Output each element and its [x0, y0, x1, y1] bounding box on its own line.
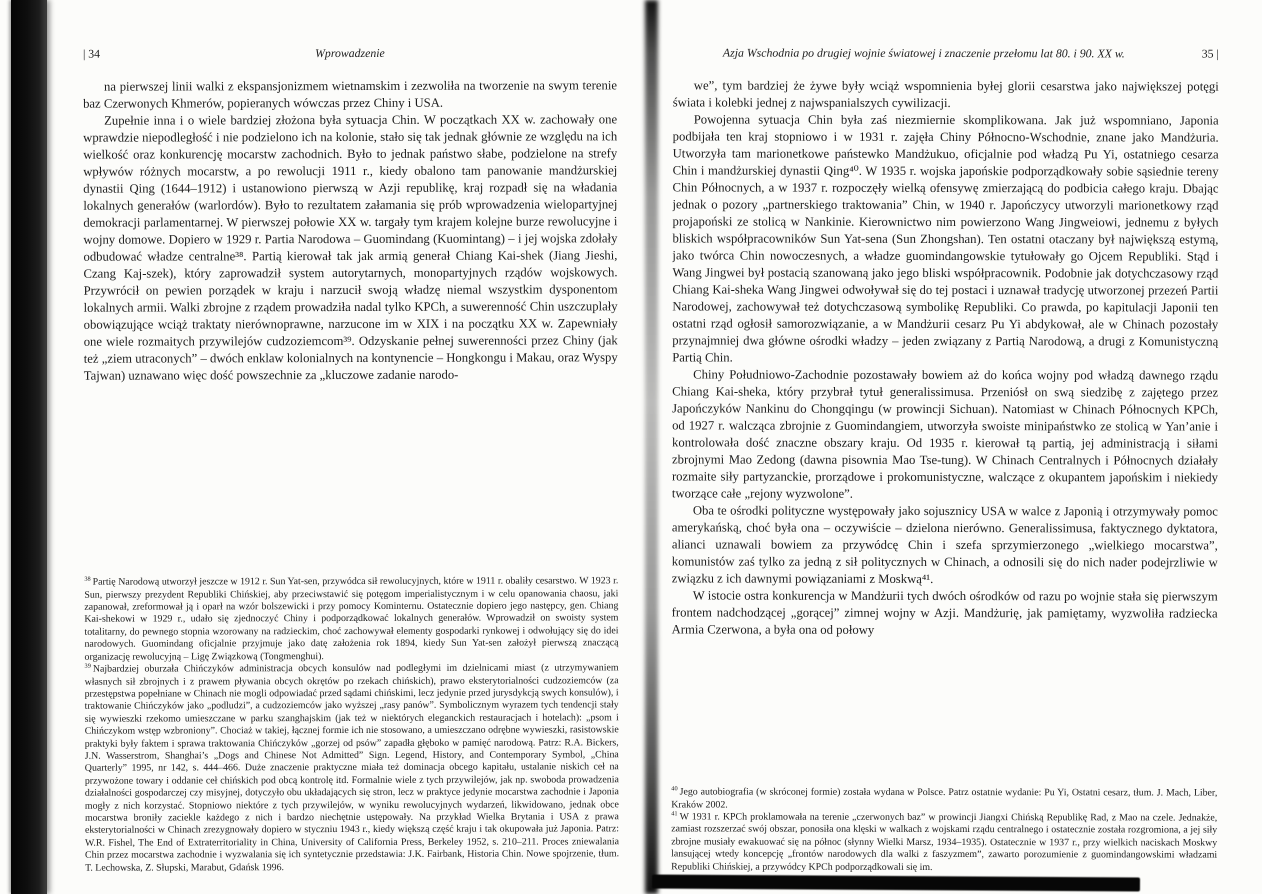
bottom-scan-strip — [652, 875, 1140, 892]
paragraph: we”, tym bardziej że żywe były wciąż wspomnienia byłej glorii cesarstwa jako największej potęgi świata i kolebki jednej z najwspanialszych cywilizacji. — [672, 78, 1219, 111]
right-page-number: 35 | — [1201, 46, 1219, 61]
left-running-title: Wprowadzenie — [315, 45, 385, 61]
footnote-number: 39 — [84, 662, 91, 670]
paragraph: Zupełnie inna i o wiele bardziej złożona była sytuacja Chin. W początkach XX w. zachowały one wprawdzie niepodległość i nie podzielono ich na kolonie, stało się tak jednak głównie ze względu na ich wielkość oraz konkurencję mocarstw zachodnich. Było to jednak państwo słabe, podzielone na strefy wpływów różnych mocarstw, a po rewolucji 1911 r., kiedy obalono tam panowanie mandżurskiej dynastii Qing (1644–1912) i ustanowiono pierwszą w Azji republikę, kraj rozpadł się na władania lokalnych generałów (warlordów). Było to rezultatem załamania się prób wprowadzenia wielopartyjnej demokracji parlamentarnej. W pierwszej połowie XX w. targały tym krajem kolejne burze rewolucyjne i wojny domowe. Dopiero w 1929 r. Partia Narodowa – Guomindang (Kuomintang) – i jej wojska zdołały odbudować władze centralne³⁸. Partią kierował tak jak armią generał Chiang Kai-shek (Jiang Jieshi, Czang Kaj-szek), który zaprowadził system autorytarnych, monopartyjnych rządów wojskowych. Przywrócił on pewien porządek w kraju i narzucił swoją władzę niemal wszystkim dysponentom lokalnych armii. Walki zbrojne z rządem prowadziła nadal tylko KPCh, a suwerenność Chin uszczuplały obowiązujące wciąż traktaty nierównoprawne, narzucone im w XIX i na początku XX w. Zapewniały one wiele rozmaitych przywilejów cudzoziemcom³⁹. Odzyskanie pełnej suwerenności przez Chiny (jak też „ziem utraconych” – dwóch enklaw kolonialnych na kontynencie – Hongkongu i Makau, oraz Wyspy Tajwan) uznawano więc dość powszechnie za „kluczowe zadanie narodo- — [83, 112, 618, 383]
footnote-number: 40 — [671, 785, 678, 793]
footnote — [84, 576, 618, 664]
footnote-text: Partię Narodową utworzył jeszcze w 1912 r. Sun Yat-sen, przywódca sił rewolucyjnych, które w 1911 r. obaliły cesarstwo. W 1923 r. Sun, pierwszy prezydent Republiki Chińskiej, aby przeciwstawić się potęgom imperialistycznym i w celu opanowania chaosu, jaki zapanował, zreformował ją i oparł na wzór bolszewicki i przy pomocy Kominternu. Ostatecznie dopiero jego następcy, gen. Chiang Kai-shekowi w 1929 r., udało się zjednoczyć Chiny i podporządkować lokalnych generałów. Wprowadził on swoisty system totalitarny, do pewnego stopnia wzorowany na radzieckim, choć zachowywał elementy gospodarki rynkowej i odwołujący się do idei narodowych. Guomindang oficjalnie przyjmuje jako datę założenia rok 1894, kiedy Sun Yat-sen założył pierwszą znaczącą organizację rewolucyjną – Ligę Związkową (Tongmenghui). — [84, 575, 619, 663]
gutter-shadow — [645, 0, 658, 894]
paragraph: W istocie ostra konkurencja w Mandżurii tych dwóch ośrodków od razu po wojnie stała się pierwszym frontem nadchodzącej „gorącej” zimnej wojny w Azji. Mandżurię, jak pamiętamy, wyzwoliła radziecka Armia Czerwona, a była ona od połowy — [671, 588, 1218, 637]
paragraph: Chiny Południowo-Zachodnie pozostawały bowiem aż do końca wojny pod władzą dawnego rządu Chiang Kai-sheka, który przybrał tytuł generalissimusa. Przeniósł on swą siedzibę z zajętego przez Japończyków Nankinu do Chongqingu (w prowincji Sichuan). Natomiast w Chinach Północnych KPCh, od 1927 r. walcząca zbrojnie z Guomindangiem, utworzyła swoiste minipaństwko ze stolicą w Yan’anie i kontrolowała dość znaczne obszary kraju. Od 1935 r. kierował tą partią, jej administracją i siłami zbrojnymi Mao Zedong (dawna pisownia Mao Tse-tung). W Chinach Centralnych i Północnych działały rozmaite siły partyzanckie, prorządowe i prokomunistyczne, walczące z okupantem japońskim i niekiedy tworzące całe „rejony wyzwolone”. — [671, 367, 1219, 501]
left-page — [83, 45, 619, 874]
right-page — [671, 45, 1219, 874]
paragraph: Oba te ośrodki polityczne występowały jako sojusznicy USA w walce z Japonią i otrzymywały pomoc amerykańską, choć była ona – oczywiście – dzielona nierówno. Generalissimusa, faktycznego dyktatora, alianci uznawali bowiem za przywódcę Chin i szefa sprzymierzonego „wielkiego mocarstwa”, komunistów zaś tylko za jedną z sił politycznych w Chinach, a odnosili się do nich nader podejrzliwie w związku z ich dawnymi powiązaniami z Moskwą⁴¹. — [671, 503, 1218, 586]
left-page-header — [83, 45, 617, 61]
footnote — [85, 662, 620, 874]
right-running-title: Azja Wschodnia po drugiej wojnie światowej i znaczenie przełomu lat 80. i 90. XX w. — [722, 45, 1125, 61]
right-page-footnotes — [671, 779, 1217, 875]
footnote-text: W 1931 r. KPCh proklamowała na terenie „czerwonych baz” w prowincji Jiangxi Chińską Republikę Rad, z Mao na czele. Jednakże, zamiast rozszerzać swój obszar, ponosiła ona klęski w walkach z wojskami rządu centralnego i ostatecznie została rozgromiona, a jej siły zbrojne musiały ewakuować się na północ (słynny Wielki Marsz, 1934–1935). Ostatecznie w 1937 r., przy wielkich naciskach Moskwy lansującej wtedy koncepcję „frontów narodowych dla walki z faszyzmem”, zawarto porozumienie z guomindangowskimi władzami Republiki Chińskiej, a przywódcy KPCh podporządkowali się im. — [671, 811, 1218, 873]
footnote-text: Najbardziej oburzała Chińczyków administracja obcych konsulów nad podległymi im dzielnicami miast (z utrzymywaniem własnych sił zbrojnych i z prawem pływania obcych okrętów po rzekach chińskich), prawo eksterytorialności cudzoziemców (za przestępstwa popełniane w Chinach nie mogli odpowiadać przed sądami chińskimi, lecz jedynie przed jurysdykcją swych konsulów), i traktowanie Chińczyków jako „podludzi”, a cudzoziemców jako wyższej „rasy panów”. Symbolicznym wyrazem tych tendencji stały się wywieszki rzekomo umieszczane w parku szanghajskim (jak też w niektórych eleganckich restauracjach i hotelach): „psom i Chińczykom wstęp wzbroniony”. Chociaż w takiej, łącznej formie ich nie stosowano, a umieszczano odrębne wywieszki, rasistowskie praktyki były faktem i sprawa traktowania Chińczyków „gorzej od psów” zapadła głęboko w pamięć narodową. Patrz: R.A. Bickers, J.N. Wasserstrom, Shanghai’s „Dogs and Chinese Not Admitted” Sign. Legend, History, and Contemporary Symbol, „China Quarterly” 1995, nr 142, s. 444–466. Duże znaczenie praktyczne miała też dominacja obcego kapitału, ustalanie niskich ceł na przywożone towary i oddanie ceł chińskich pod obcą kontrolę itd. Formalnie wiele z tych przywilejów, jak np. swoboda prowadzenia działalności gospodarczej czy misyjnej, dotyczyło obu układających się stron, lecz w praktyce jedynie mocarstwa zachodnie i Japonia mogły z nich korzystać. Stopniowo niektóre z tych przywilejów, w wyniku rewolucyjnych wydarzeń, likwidowano, jednak obce mocarstwa broniły zaciekle każdego z nich i bardzo niechętnie ustępowały. Na przykład Wielka Brytania i USA z prawa eksterytorialności w Chinach zrezygnowały dopiero w styczniu 1943 r., kiedy większą część kraju i tak okupowała już Japonia. Patrz: W.R. Fishel, The End of Extraterritoriality in China, University of California Press, Berkeley 1952, s. 210–211. Proces zniewalania Chin przez mocarstwa zachodnie i wyzwalania się ich syntetycznie przedstawia: J.K. Fairbank, Historia Chin. Nowe spojrzenie, tłum. T. Lechowska, Z. Słupski, Marabut, Gdańsk 1996. — [84, 662, 620, 874]
left-page-number: | 34 — [82, 46, 101, 61]
paragraph: na pierwszej linii walki z ekspansjonizmem wietnamskim i zezwoliła na tworzenie na swym terenie baz Czerwonych Khmerów, popieranych wówczas przez Chiny i USA. — [83, 78, 618, 111]
left-page-body — [83, 77, 618, 384]
footnote — [671, 787, 1217, 813]
right-page-header — [673, 45, 1219, 61]
binding-edge-strip — [11, 0, 47, 894]
footnote-number: 41 — [671, 810, 678, 818]
footnote-number: 38 — [84, 575, 91, 583]
paragraph: Powojenna sytuacja Chin była zaś niezmiernie skomplikowana. Jak już wspomniano, Japonia podbijała ten kraj stopniowo i w 1931 r. zajęła Chiny Północno-Wschodnie, znane jako Mandżuria. Utworzyła tam marionetkowe państewko Mandżukuo, oficjalnie pod władzą Pu Yi, ostatniego cesarza Chin i mandżurskiej dynastii Qing⁴⁰. W 1935 r. wojska japońskie podporządkowały sobie sąsiednie tereny Chin Północnych, a w 1937 r. rozpoczęły wielką ofensywę zmierzającą do podbicia całego kraju. Dbając jednak o pozory „partnerskiego traktowania” Chin, w 1940 r. Japończycy utworzyli marionetkowy rząd projapoński ze stolicą w Nankinie. Kierownictwo nim powierzono Wang Jingweiowi, jednemu z byłych bliskich współpracowników Sun Yat-sena (Sun Zhongshan). Ten ostatni otaczany był największą estymą, jako twórca Chin nowoczesnych, a władze guomindangowskie tytułowały go Ojcem Republiki. Stąd i Wang Jingwei był postacią szanowaną jako jego bliski współpracownik. Podobnie jak dotychczasowy rząd Chiang Kai-sheka Wang Jingwei odwoływał się do tej postaci i uznawał tradycję utworzonej przezeń Partii Narodowej, zachowywał też dotychczasową symbolikę Republiki. Co prawda, po kapitulacji Japonii ten ostatni rząd ogłosił samorozwiązanie, a w Mandżurii cesarz Pu Yi abdykował, ale w Chinach pozostały przynajmniej dwa główne ośrodki władzy – jeden związany z Partią Narodową, a drugi z Komunistyczną Partią Chin. — [672, 112, 1219, 365]
footnote — [671, 811, 1217, 874]
footnote-text: Jego autobiografia (w skróconej formie) została wydana w Polsce. Patrz ostatnie wydanie: Pu Yi, Ostatni cesarz, tłum. J. Mach, Liber, Kraków 2002. — [671, 786, 1218, 811]
left-page-footnotes — [84, 568, 619, 875]
right-page-body — [672, 77, 1219, 639]
